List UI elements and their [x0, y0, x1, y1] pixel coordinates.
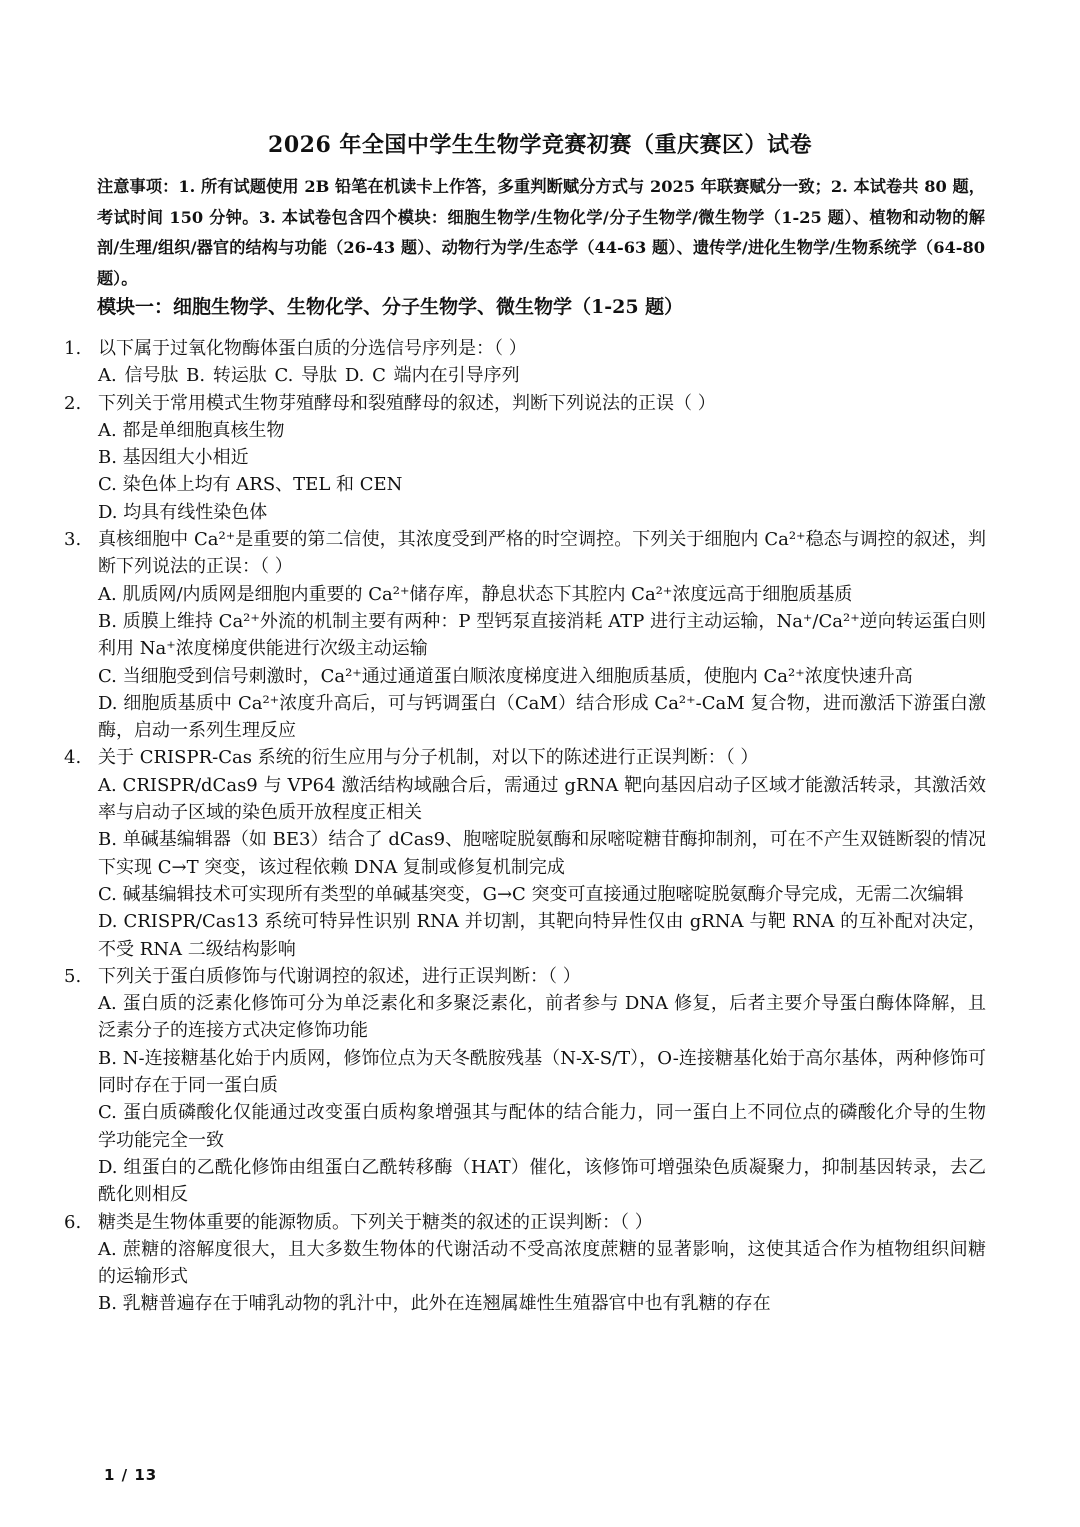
- option-b: B. 基因组大小相近: [98, 447, 249, 469]
- question-number: 6.: [64, 1211, 82, 1233]
- page-title: 2026 年全国中学生生物学竞赛初赛（重庆赛区）试卷: [268, 132, 812, 158]
- option-b: B. 质膜上维持 Ca²⁺外流的机制主要有两种：P 型钙泵直接消耗 ATP 进行主动运输，Na⁺/Ca²⁺逆向转运蛋白则利用 Na⁺浓度梯度供能进行次级主动运输: [98, 610, 986, 660]
- question-stem: 以下属于过氧化物酶体蛋白质的分选信号序列是：（ ）: [98, 338, 527, 359]
- question-number: 1.: [64, 338, 82, 359]
- question-1: [64, 335, 986, 390]
- question-stem: 关于 CRISPR-Cas 系统的衍生应用与分子机制，对以下的陈述进行正误判断：（ ）: [98, 747, 759, 769]
- question-stem: 真核细胞中 Ca²⁺是重要的第二信使，其浓度受到严格的时空调控。下列关于细胞内 Ca²⁺稳态与调控的叙述，判断下列说法的正误：（ ）: [98, 529, 986, 578]
- option-b: B. 乳糖普遍存在于哺乳动物的乳汁中，此外在连翘属雄性生殖器官中也有乳糖的存在: [98, 1293, 771, 1315]
- question-4: [64, 744, 986, 962]
- question-number: 4.: [64, 747, 82, 769]
- option-c: C. 蛋白质磷酸化仅能通过改变蛋白质构象增强其与配体的结合能力，同一蛋白上不同位点的磷酸化介导的生物学功能完全一致: [98, 1102, 986, 1151]
- module-heading: 模块一：细胞生物学、生物化学、分子生物学、微生物学（1-25 题）: [97, 296, 684, 318]
- page-number: 1 / 13: [104, 1466, 158, 1484]
- option-a: A. 肌质网/内质网是细胞内重要的 Ca²⁺储存库，静息状态下其腔内 Ca²⁺浓度远高于细胞质基质: [98, 583, 853, 605]
- option-d: D. 均具有线性染色体: [98, 501, 268, 523]
- option-a: A. CRISPR/dCas9 与 VP64 激活结构域融合后，需通过 gRNA 靶向基因启动子区域才能激活转录，其激活效率与启动子区域的染色质开放程度正相关: [98, 774, 986, 824]
- option-d: D. CRISPR/Cas13 系统可特异性识别 RNA 并切割，其靶向特异性仅由 gRNA 与靶 RNA 的互补配对决定，不受 RNA 二级结构影响: [98, 911, 986, 960]
- question-5: [64, 963, 986, 1209]
- question-2: [64, 390, 986, 526]
- option-a: A. 蔗糖的溶解度很大，且大多数生物体的代谢活动不受高浓度蔗糖的显著影响，这使其适合作为植物组织间糖的运输形式: [98, 1238, 986, 1288]
- option-d: D. 组蛋白的乙酰化修饰由组蛋白乙酰转移酶（HAT）催化，该修饰可增强染色质凝聚力，抑制基因转录，去乙酰化则相反: [98, 1156, 986, 1206]
- option-b: B. N-连接糖基化始于内质网，修饰位点为天冬酰胺残基（N-X-S/T），O-连接糖基化始于高尔基体，两种修饰可同时存在于同一蛋白质: [98, 1047, 986, 1097]
- question-number: 3.: [64, 529, 82, 551]
- question-options-inline: A. 信号肽 B. 转运肽 C. 导肽 D. C 端内在引导序列: [98, 365, 520, 387]
- option-c: C. 当细胞受到信号刺激时，Ca²⁺通过通道蛋白顺浓度梯度进入细胞质基质，使胞内 Ca²⁺浓度快速升高: [98, 665, 913, 687]
- question-6: [64, 1209, 986, 1318]
- question-number: 5.: [64, 965, 82, 987]
- exam-notice: 注意事项：1. 所有试题使用 2B 铅笔在机读卡上作答，多重判断赋分方式与 2025 年联赛赋分一致；2. 本试卷共 80 题，考试时间 150 分钟。3. 本试卷包含四个模块：细胞生物学/生物化学/分子生物学/微生物学（1-25 题）、植物和动物的解剖/生理/组织/器官的结构与功能（26-43 题）、动物行为学/生态学（44-63 题）、遗传学/进化生物学/生物系统学（64-80 题）。: [97, 177, 985, 288]
- question-stem: 下列关于蛋白质修饰与代谢调控的叙述，进行正误判断：（ ）: [98, 965, 581, 987]
- option-d: D. 细胞质基质中 Ca²⁺浓度升高后，可与钙调蛋白（CaM）结合形成 Ca²⁺-CaM 复合物，进而激活下游蛋白激酶，启动一系列生理反应: [98, 692, 986, 742]
- option-c: C. 碱基编辑技术可实现所有类型的单碱基突变，G→C 突变可直接通过胞嘧啶脱氨酶介导完成，无需二次编辑: [98, 883, 964, 905]
- question-stem: 糖类是生物体重要的能源物质。下列关于糖类的叙述的正误判断：（ ）: [98, 1211, 653, 1233]
- option-c: C. 染色体上均有 ARS、TEL 和 CEN: [98, 474, 403, 496]
- question-3: [64, 526, 986, 744]
- option-b: B. 单碱基编辑器（如 BE3）结合了 dCas9、胞嘧啶脱氨酶和尿嘧啶糖苷酶抑制剂，可在不产生双链断裂的情况下实现 C→T 突变，该过程依赖 DNA 复制或修复机制完成: [98, 829, 986, 878]
- option-a: A. 都是单细胞真核生物: [98, 419, 285, 441]
- option-a: A. 蛋白质的泛素化修饰可分为单泛素化和多聚泛素化，前者参与 DNA 修复，后者主要介导蛋白酶体降解，且泛素分子的连接方式决定修饰功能: [98, 993, 986, 1042]
- question-stem: 下列关于常用模式生物芽殖酵母和裂殖酵母的叙述，判断下列说法的正误（ ）: [98, 392, 716, 414]
- question-number: 2.: [64, 392, 82, 414]
- question-list: [64, 335, 986, 1318]
